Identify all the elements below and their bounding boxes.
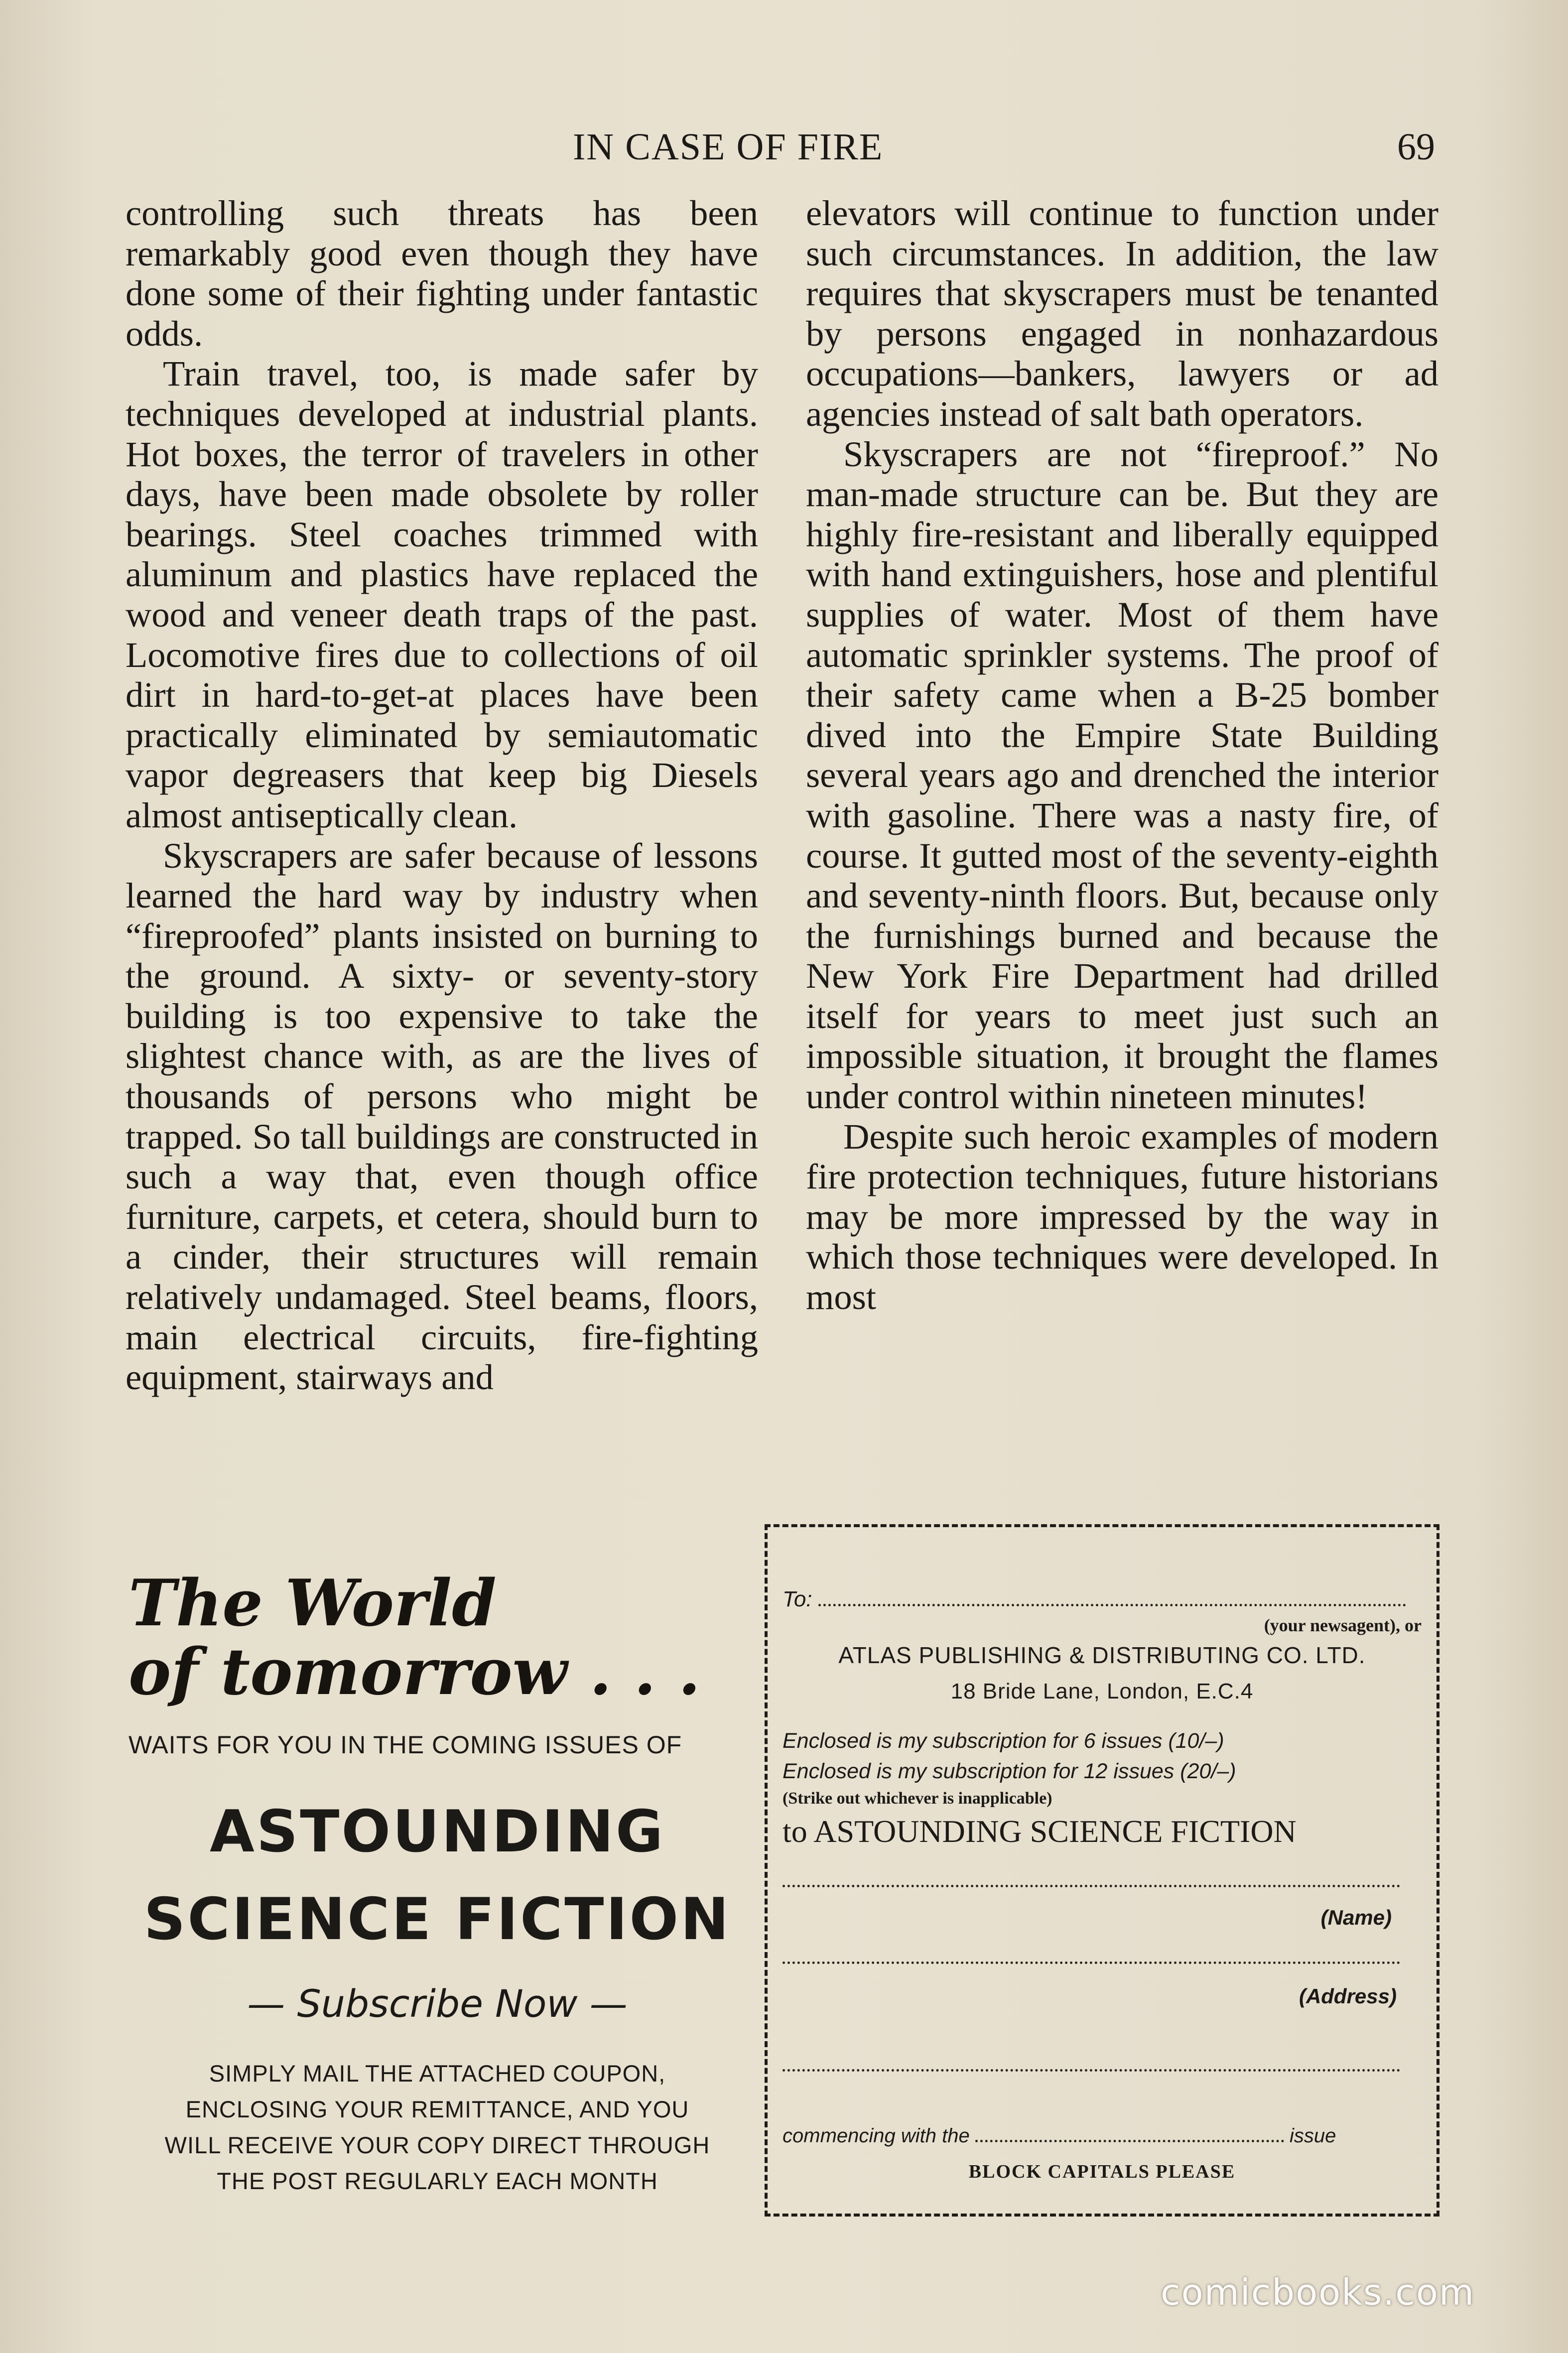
running-head bbox=[0, 126, 1568, 173]
block-capitals-note: BLOCK CAPITALS PLEASE bbox=[968, 2161, 1236, 2182]
ad-instructions-line: THE POST REGULARLY EACH MONTH bbox=[217, 2168, 658, 2194]
ad-waits-text: WAITS FOR YOU IN THE COMING ISSUES OF bbox=[129, 1731, 682, 1759]
ad-headline-line: The World bbox=[129, 1566, 497, 1641]
ad-instructions-line: SIMPLY MAIL THE ATTACHED COUPON, bbox=[209, 2060, 666, 2087]
address-label: (Address) bbox=[1299, 1984, 1397, 2008]
paragraph: Skyscrapers are safer because of lessons learned the hard way by industry when “fireproofed” plants insisted on burning to the ground. A sixty- or seventy-story building is too expensive to take the slightest chance with, as are the lives of thousands of persons who might be trapped. So tall buildings are constructed in such a way that, even though office furniture, carpets, et cetera, should burn to a cinder, their structures will remain relatively undamaged. Steel beams, floors, main electrical circuits, fire-fighting equipment, stairways and bbox=[126, 835, 758, 1398]
paragraph: Skyscrapers are not “fireproof.” No man-made structure can be. But they are highly fire-resistant and liberally equipped with hand extinguishers, hose and plentiful supplies of water. Most of them have automatic sprinkler systems. The proof of their safety came when a B-25 bomber dived into the Empire State Building several years ago and drenched the interior with gasoline. There was a nasty fire, of course. It gutted most of the seventy-eighth and seventy-ninth floors. But, because only the furnishings burned and because the New York Fire Department had drilled itself for years to meet just such an impossible situation, it brought the flames under control within nineteen minutes! bbox=[806, 433, 1438, 1117]
watermark: comicbooks.com bbox=[1161, 2271, 1475, 2313]
issue-label: issue bbox=[1289, 2125, 1336, 2147]
subscription-advertisement bbox=[129, 1566, 746, 2212]
magazine-name-line: SCIENCE FICTION bbox=[143, 1886, 731, 1953]
address-dotted-line-2[interactable] bbox=[783, 2069, 1400, 2072]
magazine-name bbox=[129, 1788, 746, 1963]
to-dotted-line[interactable] bbox=[818, 1604, 1406, 1606]
publisher-address: 18 Bride Lane, London, E.C.4 bbox=[950, 1679, 1254, 1703]
ad-instructions-line: WILL RECEIVE YOUR COPY DIRECT THROUGH bbox=[164, 2132, 710, 2158]
name-label: (Name) bbox=[1320, 1906, 1392, 1929]
ad-headline-line: of tomorrow . . . bbox=[129, 1635, 701, 1709]
coupon-magazine: to ASTOUNDING SCIENCE FICTION bbox=[783, 1814, 1297, 1849]
paragraph: elevators will continue to function under such circumstances. In addition, the law requires that skyscrapers must be tenanted by persons engaged in nonhazardous occupations—bankers, lawyers or ad agencies instead of salt bath operators. bbox=[806, 193, 1438, 434]
paragraph: Train travel, too, is made safer by techniques developed at industrial plants. Hot boxes, the terror of travelers in other days, have been made obsolete by roller bearings. Steel coaches trimmed with aluminum and plastics have replaced the wood and veneer death traps of the past. Locomotive fires due to collections of oil dirt in hard-to-get-at places have been practically eliminated by semiautomatic vapor degreasers that keep big Diesels almost antiseptically clean. bbox=[126, 353, 758, 835]
strike-note: (Strike out whichever is inapplicable) bbox=[783, 1789, 1052, 1808]
article-title: IN CASE OF FIRE bbox=[573, 126, 884, 168]
name-dotted-line[interactable] bbox=[783, 1885, 1400, 1887]
ad-instructions-line: ENCLOSING YOUR REMITTANCE, AND YOU bbox=[185, 2096, 689, 2122]
address-field-line2[interactable] bbox=[783, 2065, 1422, 2074]
address-dotted-line[interactable] bbox=[783, 1961, 1400, 1964]
commencing-line[interactable] bbox=[783, 2125, 1422, 2147]
coupon-to-line[interactable] bbox=[783, 1587, 1422, 1612]
left-column bbox=[126, 193, 758, 1398]
publisher-name: ATLAS PUBLISHING & DISTRIBUTING CO. LTD. bbox=[838, 1642, 1366, 1668]
commencing-dotted-line[interactable] bbox=[975, 2140, 1284, 2142]
address-field[interactable] bbox=[783, 1958, 1422, 1966]
page-number: 69 bbox=[1397, 126, 1435, 168]
newsagent-note: (your newsagent), or bbox=[1264, 1615, 1422, 1635]
option-12-issues[interactable]: Enclosed is my subscription for 12 issues (20/–) bbox=[783, 1759, 1236, 1783]
option-6-issues[interactable]: Enclosed is my subscription for 6 issues (10/–) bbox=[783, 1729, 1224, 1753]
to-label: To: bbox=[783, 1587, 812, 1611]
ad-headline bbox=[129, 1566, 746, 1709]
magazine-name-line: ASTOUNDING bbox=[209, 1798, 665, 1865]
ad-instructions bbox=[129, 2056, 746, 2199]
subscribe-now: — Subscribe Now — bbox=[247, 1981, 628, 2026]
commencing-label: commencing with the bbox=[783, 2125, 970, 2147]
right-column bbox=[806, 193, 1438, 1317]
paragraph: controlling such threats has been remarkably good even though they have done some of their fighting under fantastic odds. bbox=[126, 193, 758, 354]
paragraph: Despite such heroic examples of modern fire protection techniques, future historians may be more impressed by the way in which those techniques were developed. In most bbox=[806, 1116, 1438, 1317]
subscription-coupon bbox=[765, 1524, 1439, 2217]
name-field[interactable] bbox=[783, 1881, 1422, 1890]
